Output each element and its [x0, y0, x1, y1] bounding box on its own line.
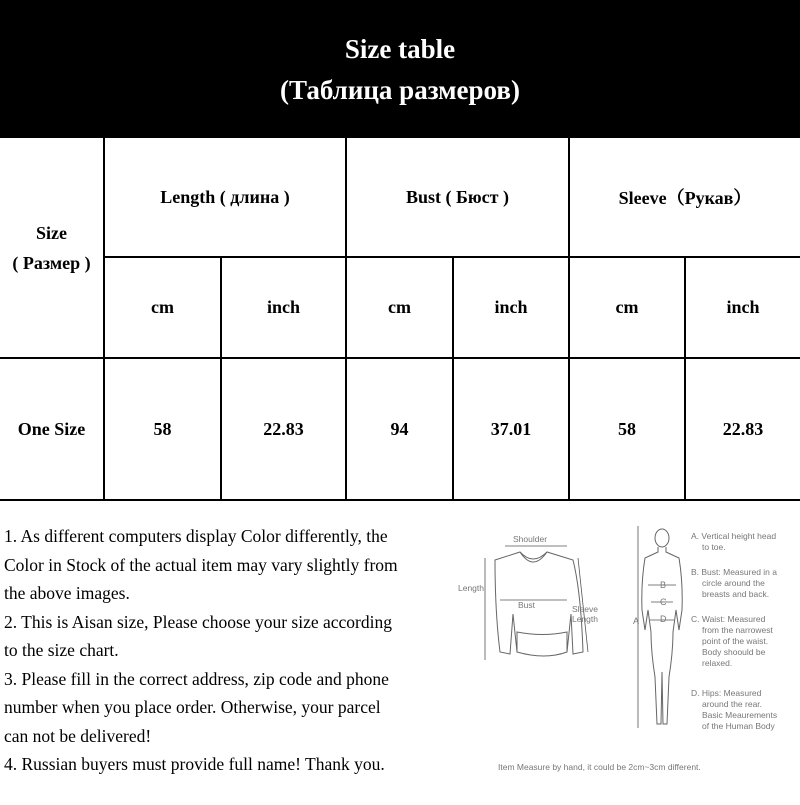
- note-line: 4. Russian buyers must provide full name! Thank you.: [4, 754, 385, 774]
- letter-b: B: [660, 580, 667, 590]
- table-cell: 58: [618, 418, 636, 439]
- note-line: 3. Please fill in the correct address, zip code and phone: [4, 668, 389, 689]
- bust-header: Bust ( Бюст ): [406, 186, 509, 207]
- sweater-sketch-icon: [495, 552, 583, 656]
- legend-line: A. Vertical height head: [691, 531, 777, 541]
- sleeve-label: Sleeve: [572, 604, 598, 614]
- legend-line: circle around the: [702, 578, 765, 588]
- legend-line: Basic Meaurements: [702, 710, 778, 720]
- notes-text: [4, 522, 444, 779]
- table-cell: 58: [153, 418, 172, 439]
- bust-label: Bust: [518, 600, 536, 610]
- legend-line: from the narrowest: [702, 625, 773, 635]
- legend-line: breasts and back.: [702, 589, 770, 599]
- legend-line: Body shoould be: [702, 647, 766, 657]
- diagram-footer: Item Measure by hand, it could be 2cm~3cm different.: [498, 762, 701, 772]
- legend-line: to toe.: [702, 542, 726, 552]
- note-line: 1. As different computers display Color differently, the: [4, 526, 388, 546]
- sleeve-label-2: Length: [572, 614, 598, 624]
- sleeve-header: Sleeve（Рукав）: [618, 188, 752, 208]
- unit-header: cm: [151, 297, 174, 317]
- table-cell: 94: [390, 418, 409, 439]
- unit-header: cm: [615, 297, 639, 317]
- header-banner: [0, 0, 800, 138]
- unit-header: cm: [388, 297, 411, 317]
- unit-header: inch: [494, 297, 528, 317]
- letter-a: A: [633, 616, 640, 626]
- letter-c: C: [660, 597, 667, 607]
- note-line: can not be delivered!: [4, 725, 152, 746]
- unit-header: inch: [726, 297, 760, 317]
- letter-d: D: [660, 614, 667, 624]
- note-line: 2. This is Aisan size, Please choose your size according: [4, 611, 392, 632]
- body-figure-icon: [642, 529, 682, 724]
- legend-line: point of the waist.: [702, 636, 769, 646]
- size-label: Size: [36, 223, 67, 243]
- shoulder-label: Shoulder: [513, 534, 548, 544]
- note-line: to the size chart.: [4, 640, 119, 660]
- legend-line: D. Hips: Measured: [691, 688, 762, 698]
- measurement-diagram: [455, 502, 800, 800]
- size-column-header: [0, 138, 103, 358]
- table-line: [0, 499, 800, 501]
- note-line: number when you place order. Otherwise, your parcel: [4, 697, 381, 717]
- measurement-illustration: [455, 502, 800, 800]
- unit-header: inch: [266, 297, 300, 317]
- note-line: Color in Stock of the actual item may vary slightly from: [4, 554, 398, 575]
- legend-line: of the Human Body: [702, 721, 775, 731]
- table-cell: 22.83: [263, 418, 304, 439]
- legend-line: B. Bust: Measured in a: [691, 567, 777, 577]
- page-title: Size table: [344, 34, 456, 64]
- legend-line: relaxed.: [702, 658, 733, 668]
- table-cell: 22.83: [722, 418, 764, 439]
- row-size: One Size: [17, 418, 86, 439]
- size-table: [0, 138, 800, 500]
- legend-line: C. Waist: Measured: [691, 614, 766, 624]
- length-label: Length: [458, 583, 484, 593]
- legend-line: around the rear.: [702, 699, 763, 709]
- note-line: the above images.: [4, 583, 130, 603]
- length-header: Length ( длина ): [160, 186, 290, 207]
- table-cell: 37.01: [490, 418, 532, 439]
- size-label-ru: ( Размер ): [12, 253, 91, 273]
- measurement-legend: [691, 531, 777, 731]
- page-subtitle: (Таблица размеров): [280, 75, 520, 105]
